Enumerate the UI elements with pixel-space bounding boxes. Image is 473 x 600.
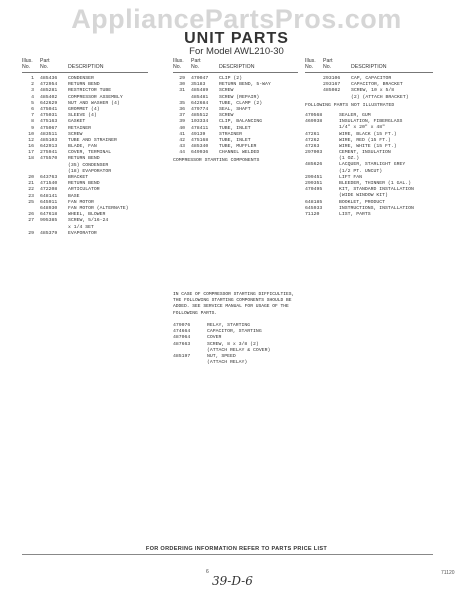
part-number: 648930 xyxy=(40,205,58,211)
illus-number: 42 xyxy=(179,137,185,143)
table-row xyxy=(305,95,433,101)
illus-number: 31 xyxy=(179,88,185,94)
part-description: FAN MOTOR (ALTERNATE) xyxy=(68,205,129,211)
header-part: Part xyxy=(191,58,201,64)
part-description: TUBE, CLAMP (2) xyxy=(219,100,263,106)
part-number: 485626 xyxy=(305,162,323,168)
part-number: 485082 xyxy=(323,88,341,94)
part-description: TUBE AND STRAINER xyxy=(68,137,117,143)
header-illus: Illus. xyxy=(22,58,33,64)
part-description: RETURN BEND xyxy=(68,156,100,162)
illus-number: 26 xyxy=(28,212,34,218)
illus-number: 16 xyxy=(28,144,34,150)
part-description: (ATTACH RELAY) xyxy=(207,360,248,366)
part-number: 475031 xyxy=(40,113,58,119)
illus-number: 17 xyxy=(28,150,34,156)
part-number: 485402 xyxy=(40,94,58,100)
part-description: CLIP (2) xyxy=(219,76,243,81)
illus-number: 29 xyxy=(28,230,34,236)
page-number: 6 xyxy=(206,569,209,575)
part-number: 487064 xyxy=(173,335,191,341)
part-number: 645933 xyxy=(305,205,323,211)
column-header xyxy=(305,58,433,73)
part-description: WIRE, BLACK (15 FT.) xyxy=(339,131,397,137)
starting-components-note: IN CASE OF COMPRESSOR STARTING DIFFICULTIES, THE FOLLOWING STARTING COMPONENTS SHOULD BE ADDED. SEE SERVICE MANUAL FOR USAGE OF THE FOLLOWING PARTS. xyxy=(173,292,295,316)
component-rows xyxy=(173,323,298,366)
part-number: 485436 xyxy=(40,76,58,81)
part-description: 1/4" x 20" x 48" xyxy=(339,125,386,131)
part-number: 479076 xyxy=(173,323,191,328)
part-number: 647618 xyxy=(40,212,58,218)
part-description: CHANNEL WELDED xyxy=(219,150,260,156)
part-description: SCREW xyxy=(219,88,234,94)
table-row xyxy=(305,212,433,218)
part-number: 470568 xyxy=(305,112,323,118)
part-number: 471540 xyxy=(40,181,58,187)
illus-number: 40 xyxy=(179,125,185,131)
part-number: 643763 xyxy=(40,175,58,180)
part-number: 472208 xyxy=(40,187,58,193)
part-number: 293106 xyxy=(323,76,341,81)
illus-number: 10 xyxy=(28,131,34,137)
part-number: 475570 xyxy=(40,156,58,162)
part-description: BOOKLET, PRODUCT xyxy=(339,199,386,205)
part-description: LIST, PARTS xyxy=(339,211,371,217)
part-description: BLEEDER, THINNER (1 GAL.) xyxy=(339,181,411,186)
parts-column-3 xyxy=(305,58,433,218)
part-description: CAPACITOR, BRACKET xyxy=(351,82,403,88)
part-description: SEALER, GUM xyxy=(339,112,371,118)
part-number: 47262 xyxy=(305,137,320,143)
part-number: 642913 xyxy=(40,144,58,150)
part-description: SCREW, 5/16-24 xyxy=(68,218,109,224)
illus-number: 27 xyxy=(28,218,34,224)
part-description: INSULATION, FIBERGLASS xyxy=(339,119,403,125)
part-number: 483511 xyxy=(40,131,58,137)
part-description: RELAY, STARTING xyxy=(207,323,251,328)
illus-number: 36 xyxy=(179,106,185,112)
part-description: WIRE, RED (15 FT.) xyxy=(339,137,391,143)
page-title: UNIT PARTS xyxy=(184,30,289,47)
illus-number: 4 xyxy=(31,94,34,100)
part-description: (2) (ATTACH BRACKET) xyxy=(351,94,409,100)
part-number: 485481 xyxy=(191,94,209,100)
part-number: 293167 xyxy=(323,82,341,88)
watermark: AppliancePartsPros.com xyxy=(71,4,402,34)
table-row xyxy=(173,360,298,366)
part-description: CAPACITOR, STARTING xyxy=(207,329,262,335)
part-number: 645911 xyxy=(40,199,58,205)
part-description: SCREW xyxy=(68,131,83,137)
part-number: 648141 xyxy=(40,193,58,199)
part-description: (1/2 PT. UNCUT) xyxy=(339,168,383,174)
illus-number: 5 xyxy=(31,100,34,106)
part-description: TUBE, INLET xyxy=(219,137,251,143)
part-description: CAP, CAPACITOR xyxy=(351,76,392,81)
illus-number: 8 xyxy=(31,119,34,125)
parts-list xyxy=(22,76,148,237)
part-description: INSTRUCTIONS, INSTALLATION xyxy=(339,205,414,211)
part-number: 275941 xyxy=(40,150,58,156)
parts-list xyxy=(305,113,433,218)
illus-number: 44 xyxy=(179,150,185,156)
illus-number: 39 xyxy=(179,119,185,125)
part-description: STRAINER xyxy=(219,131,243,137)
part-number: 487663 xyxy=(173,341,191,347)
part-number: 995385 xyxy=(40,218,58,224)
illus-number: 20 xyxy=(28,175,34,180)
parts-column-1 xyxy=(22,58,148,237)
part-description: BASE xyxy=(68,193,80,199)
part-number: 485489 xyxy=(191,88,209,94)
header-description: DESCRIPTION xyxy=(219,64,255,70)
part-number: 485197 xyxy=(173,353,191,359)
part-description: GROMMET (4) xyxy=(68,106,100,112)
part-description: TUBE, INLET xyxy=(219,125,251,131)
part-description: RESTRICTOR TUBE xyxy=(68,88,112,94)
part-description: BRACKET xyxy=(68,175,89,180)
part-number: 485103 xyxy=(40,137,58,143)
part-number: 475163 xyxy=(40,119,58,125)
illus-number: 21 xyxy=(28,181,34,187)
part-description: COVER xyxy=(207,335,222,341)
ordering-footer: FOR ORDERING INFORMATION REFER TO PARTS PRICE LIST xyxy=(145,546,328,552)
part-description: SLEEVE (4) xyxy=(68,113,97,119)
illus-number: 41 xyxy=(179,131,185,137)
part-description: TUBE, MUFFLER xyxy=(219,144,257,150)
starting-components-list xyxy=(173,323,298,366)
header-part: Part xyxy=(323,58,333,64)
footer-divider xyxy=(22,554,433,555)
header-no: No. xyxy=(173,64,182,70)
illus-number: 30 xyxy=(179,82,185,88)
table-row xyxy=(173,150,298,156)
part-number: 297003 xyxy=(305,150,323,156)
part-description: COVER, TERMINAL xyxy=(68,150,112,156)
part-description: SCREW, 8 x 3/8 (2) xyxy=(207,341,259,347)
part-description: RETURN BEND xyxy=(68,82,100,88)
part-number: 470495 xyxy=(305,187,323,193)
part-number: 475067 xyxy=(40,125,58,131)
not-illustrated-heading: FOLLOWING PARTS NOT ILLUSTRATED xyxy=(305,102,395,108)
part-number: 469938 xyxy=(305,119,323,125)
document-code: 71120 xyxy=(441,570,455,576)
part-description: LACQUER, STARLIGHT GREY xyxy=(339,162,406,168)
part-number: 642684 xyxy=(191,100,209,106)
part-number: 649936 xyxy=(191,150,209,156)
part-description: WHEEL, BLOWER xyxy=(68,212,106,218)
part-number: 475041 xyxy=(40,106,58,112)
header-no: No. xyxy=(191,64,200,70)
header-description: DESCRIPTION xyxy=(68,64,104,70)
header-no: No. xyxy=(305,64,314,70)
illus-number: 37 xyxy=(179,113,185,119)
part-number: 470047 xyxy=(191,76,209,81)
part-description: NUT, SPEED xyxy=(207,353,236,359)
illus-number: 43 xyxy=(179,144,185,150)
parts-column-2 xyxy=(173,58,298,165)
part-number: 478411 xyxy=(191,125,209,131)
column-header xyxy=(173,58,298,73)
part-description: RETAINER xyxy=(68,125,92,131)
parts-list xyxy=(173,76,298,156)
illus-number: 1 xyxy=(31,76,34,81)
part-number: 299351 xyxy=(305,181,323,186)
section-heading xyxy=(305,103,433,109)
header-description: DESCRIPTION xyxy=(351,64,387,70)
part-description: (ATTACH RELAY & COVER) xyxy=(207,347,271,353)
part-description: SCREW xyxy=(219,113,234,119)
part-number: 485281 xyxy=(40,88,58,94)
part-number: 642629 xyxy=(40,100,58,106)
illus-number: 29 xyxy=(179,76,185,81)
part-description: x 1/4 SET xyxy=(68,224,94,230)
part-description: SEAL, SHAFT xyxy=(219,106,251,112)
part-number: 71120 xyxy=(305,211,320,217)
illus-number: 35 xyxy=(179,100,185,106)
table-row xyxy=(22,231,148,237)
illus-number: 18 xyxy=(28,156,34,162)
header-no: No. xyxy=(323,64,332,70)
part-description: COMPRESSOR ASSEMBLY xyxy=(68,94,123,100)
part-number: 479774 xyxy=(191,106,209,112)
illus-number: 9 xyxy=(31,125,34,131)
illus-number: 23 xyxy=(28,193,34,199)
part-number: 472954 xyxy=(40,82,58,88)
illus-number: 2 xyxy=(31,82,34,88)
part-description: CEMENT, INSULATION xyxy=(339,150,391,156)
part-description: FAN MOTOR xyxy=(68,199,94,205)
part-description: (WIDE WINDOW KIT) xyxy=(339,193,388,199)
part-number: 474664 xyxy=(173,329,191,335)
header-part: Part xyxy=(40,58,50,64)
part-description: WIRE, WHITE (15 FT.) xyxy=(339,143,397,149)
column-header xyxy=(22,58,148,73)
part-number: 485379 xyxy=(40,230,58,236)
part-description: NUT AND WASHER (4) xyxy=(68,100,120,106)
section-heading xyxy=(173,158,298,164)
part-description: CONDENSER xyxy=(68,76,94,81)
part-number: 475168 xyxy=(191,137,209,143)
illus-number: 3 xyxy=(31,88,34,94)
part-description: (35) CONDENSER xyxy=(68,162,109,168)
part-description: BLADE, FAN xyxy=(68,144,97,150)
part-number: 103334 xyxy=(191,119,209,125)
page-subtitle: For Model AWL210-30 xyxy=(189,46,284,57)
part-description: RETURN BEND, 5-WAY xyxy=(219,82,271,88)
compressor-components-heading: COMPRESSOR STARTING COMPONENTS xyxy=(173,158,260,164)
illus-number: 12 xyxy=(28,137,34,143)
part-number: 47261 xyxy=(305,131,320,137)
part-description: RETURN BEND xyxy=(68,181,100,187)
part-description: CLIP, BALANCING xyxy=(219,119,263,125)
header-illus: Illus. xyxy=(305,58,316,64)
part-description: SCREW (REPAIR) xyxy=(219,94,260,100)
header-illus: Illus. xyxy=(173,58,184,64)
part-description: KIT, STANDARD INSTALLATION xyxy=(339,187,414,193)
part-description: LIFT FAN xyxy=(339,174,363,180)
handwritten-note: 39-D-6 xyxy=(212,574,253,588)
part-description: (18) EVAPORATOR xyxy=(68,168,112,174)
illus-number: 7 xyxy=(31,113,34,119)
illus-number: 22 xyxy=(28,187,34,193)
part-description: (1 OZ.) xyxy=(339,156,360,162)
part-number: 485340 xyxy=(191,144,209,150)
part-number: 47263 xyxy=(305,143,320,149)
illus-number: 25 xyxy=(28,199,34,205)
illus-number: 6 xyxy=(31,106,34,112)
header-no: No. xyxy=(22,64,31,70)
part-number: 648185 xyxy=(305,199,323,205)
part-description: EVAPORATOR xyxy=(68,230,97,236)
part-number: 299451 xyxy=(305,174,323,180)
part-description: ARTICULATOR xyxy=(68,187,100,193)
part-description: GASKET xyxy=(68,119,86,125)
part-number: 49139 xyxy=(191,131,206,137)
header-no: No. xyxy=(40,64,49,70)
part-number: 485512 xyxy=(191,113,209,119)
parts-list xyxy=(305,76,433,101)
part-number: 35183 xyxy=(191,82,206,88)
part-description: SCREW, 10 x 5/8 xyxy=(351,88,395,94)
